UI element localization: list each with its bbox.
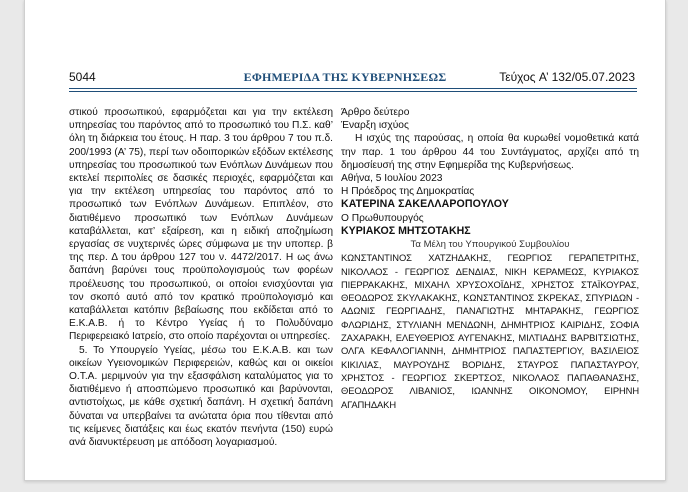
article-body: Η ισχύς της παρούσας, η οποία θα κυρωθεί νομοθετικά κατά την παρ. 1 του άρθρου 44 του Συντάγματος, αρχίζει από τη δημοσίευσή της στην Εφημερίδα της Κυβερνήσεως.	[341, 133, 639, 171]
article-heading: Άρθρο δεύτερο	[341, 107, 410, 118]
president-name: ΚΑΤΕΡΙΝΑ ΣΑΚΕΛΛΑΡΟΠΟΥΛΟΥ	[341, 198, 509, 211]
paragraph-continued: στικού προσωπικού, εφαρμόζεται και για την εκτέλεση υπηρεσίας του παρόντος από το προσωπικό του Π.Σ. καθ’ όλη τη διάρκεια του έτους. Η παρ. 3 του άρθρου 7 του π.δ. 200/1993 (Α’ 75), περί των οδοιπορικών εξόδων εκτέλεσης υπηρεσίας του προσωπικού των Ενόπλων Δυνάμεων που εκτελεί περιπολίες σε δασικές περιοχές, εφαρμόζεται και για την εκτέλεση υπηρεσίας του παρόντος από το προσωπικό των Ενόπλων Δυνάμεων. Επιπλέον, στο διατιθέμενο προσωπικό των Ενόπλων Δυνάμεων καταβάλλεται, κατ’ εξαίρεση, και η ειδική αποζημίωση εργασίας σε νυχτερινές ώρες σύμφωνα με την υποπερ. β της περ. Δ του άρθρου 127 του ν. 4472/2017. Η ως άνω δαπάνη βαρύνει τους προϋπολογισμούς των φορέων προέλευσης του προσωπικού, οι οποίοι ενισχύονται για τον σκοπό αυτό από τον κρατικό προϋπολογισμό και καταβάλλεται κατόπιν βεβαίωσης που εκδίδεται από το Ε.Κ.Α.Β. ή το Κέντρο Υγείας ή το Πολυδύναμο Περιφερειακό Ιατρείο, στο οποίο παρέχονται οι υπηρεσίες.	[69, 107, 333, 343]
document-page	[24, 0, 666, 481]
left-column	[69, 106, 333, 449]
prime-minister-name: ΚΥΡΙΑΚΟΣ ΜΗΤΣΟΤΑΚΗΣ	[341, 224, 471, 237]
signing-date: Αθήνα, 5 Ιουλίου 2023	[341, 173, 443, 185]
header-rule-secondary	[69, 91, 637, 92]
cabinet-members-list: ΚΩΝΣΤΑΝΤΙΝΟΣ ΧΑΤΖΗΔΑΚΗΣ, ΓΕΩΡΓΙΟΣ ΓΕΡΑΠΕΤΡΙΤΗΣ, ΝΙΚΟΛΑΟΣ - ΓΕΩΡΓΙΟΣ ΔΕΝΔΙΑΣ, ΝΙΚΗ ΚΕΡΑΜΕΩΣ, ΚΥΡΙΑΚΟΣ ΠΙΕΡΡΑΚΑΚΗΣ, ΜΙΧΑΗΛ ΧΡΥΣΟΧΟΪΔΗΣ, ΧΡΗΣΤΟΣ ΣΤΑΪΚΟΥΡΑΣ, ΘΕΟΔΩΡΟΣ ΣΚΥΛΑΚΑΚΗΣ, ΚΩΝΣΤΑΝΤΙΝΟΣ ΣΚΡΕΚΑΣ, ΣΠΥΡΙΔΩΝ - ΑΔΩΝΙΣ ΓΕΩΡΓΙΑΔΗΣ, ΠΑΝΑΓΙΩΤΗΣ ΜΗΤΑΡΑΚΗΣ, ΓΕΩΡΓΙΟΣ ΦΛΩΡΙΔΗΣ, ΣΤΥΛΙΑΝΗ ΜΕΝΔΩΝΗ, ΔΗΜΗΤΡΙΟΣ ΚΑΙΡΙΔΗΣ, ΣΟΦΙΑ ΖΑΧΑΡΑΚΗ, ΕΛΕΥΘΕΡΙΟΣ ΑΥΓΕΝΑΚΗΣ, ΜΙΛΤΙΑΔΗΣ ΒΑΡΒΙΤΣΙΩΤΗΣ, ΟΛΓΑ ΚΕΦΑΛΟΓΙΑΝΝΗ, ΔΗΜΗΤΡΙΟΣ ΠΑΠΑΣΤΕΡΓΙΟΥ, ΒΑΣΙΛΕΙΟΣ ΚΙΚΙΛΙΑΣ, ΜΑΥΡΟΥΔΗΣ ΒΟΡΙΔΗΣ, ΣΤΑΥΡΟΣ ΠΑΠΑΣΤΑΥΡΟΥ, ΧΡΗΣΤΟΣ - ΓΕΩΡΓΙΟΣ ΣΚΕΡΤΣΟΣ, ΝΙΚΟΛΑΟΣ ΠΑΠΑΘΑΝΑΣΗΣ, ΘΕΟΔΩΡΟΣ ΛΙΒΑΝΙΟΣ, ΙΩΑΝΝΗΣ ΟΙΚΟΝΟΜΟΥ, ΕΙΡΗΝΗ ΑΓΑΠΗΔΑΚΗ	[341, 252, 639, 410]
cabinet-members-heading: Τα Μέλη του Υπουργικού Συμβουλίου	[410, 239, 570, 251]
paragraph-5: 5. Το Υπουργείο Υγείας, μέσω του Ε.Κ.Α.Β. και των οικείων Υγειονομικών Περιφερειών, καθώς και οι οικείοι Ο.Τ.Α. μεριμνούν για την εξασφάλιση καταλύματος για το διατιθέμενο ή αποσπώμενο προσωπικό και βαρύνονται, αντιστοίχως, με κάθε σχετική δαπάνη. Η σχετική δαπάνη δύναται να υπερβαίνει τα ανώτατα όρια που τίθενται από τις κείμενες διατάξεις και έως εκατόν πενήντα (150) ευρώ ανά διανυκτέρευση με απόδοση λογαριασμού.	[69, 344, 333, 449]
president-title: Η Πρόεδρος της Δημοκρατίας	[341, 186, 475, 198]
header-rule	[69, 88, 637, 89]
right-column	[341, 106, 639, 411]
prime-minister-title: Ο Πρωθυπουργός	[341, 212, 424, 224]
issue-number: Τεύχος A’ 132/05.07.2023	[499, 70, 635, 84]
page-number: 5044	[69, 70, 96, 84]
article-title: Έναρξη ισχύος	[341, 120, 409, 132]
journal-title: ΕΦΗΜΕΡΙΔΑ ΤΗΣ ΚΥΒΕΡΝΗΣΕΩΣ	[243, 70, 447, 84]
